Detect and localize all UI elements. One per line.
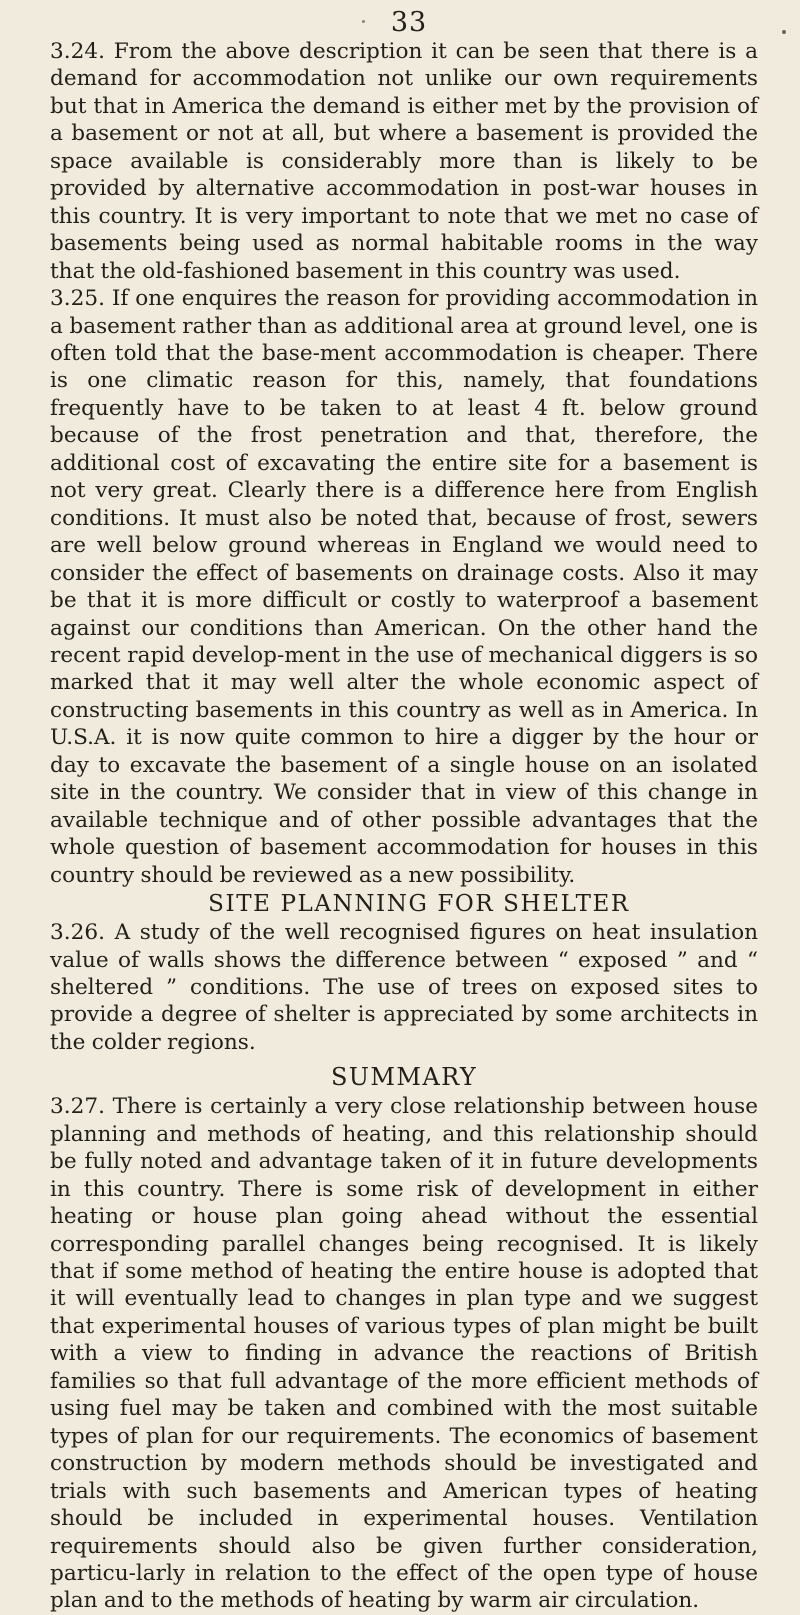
paper-speck bbox=[782, 30, 786, 34]
paragraph-3-24: 3.24. From the above description it can be seen that there is a demand for accommodation not unlike our own requirements but that in America the demand is either met by the provision of a basement or not at all, but where a basement is provided the space available is considerably more than is likely to be provided by alternative accommodation in post-war houses in this country. It is very important to note that we met no case of basements being used as normal habitable rooms in the way that the old-fashioned basement in this country was used. bbox=[50, 39, 758, 284]
paragraph-3-26: 3.26. A study of the well recognised figures on heat insulation value of walls shows the difference between “ exposed ” and “ sheltered ” conditions. The use of trees on exposed sites to provide a degree of shelter is appreciated by some architects in the colder regions. bbox=[50, 920, 758, 1055]
paragraph-3-25: 3.25. If one enquires the reason for providing accommodation in a basement rather than as additional area at ground level, one is often told that the base-ment accommodation is cheaper. There is one climatic reason for this, namely, that foundations frequently have to be taken to at least 4 ft. below ground because of the frost penetration and that, therefore, the additional cost of excavating the entire site for a basement is not very great. Clearly there is a difference here from English conditions. It must also be noted that, because of frost, sewers are well below ground whereas in England we would need to consider the effect of basements on drainage costs. Also it may be that it is more difficult or costly to waterproof a basement against our conditions than American. On the other hand the recent rapid develop-ment in the use of mechanical diggers is so marked that it may well alter the whole economic aspect of constructing basements in this country as well as in America. In U.S.A. it is now quite common to hire a digger by the hour or day to excavate the basement of a single house on an isolated site in the country. We consider that in view of this change in available technique and of other possible advantages that the whole question of basement accommodation for houses in this country should be reviewed as a new possibility. bbox=[50, 286, 758, 888]
section-heading-site-planning: SITE PLANNING FOR SHELTER bbox=[208, 891, 630, 918]
paper-speck bbox=[362, 20, 365, 23]
paragraph-3-27: 3.27. There is certainly a very close relationship between house planning and methods of heating, and this relationship should be fully noted and advantage taken of it in future developments in this country. There is some risk of development in either heating or house plan going ahead without the essential corresponding parallel changes being recognised. It is likely that if some method of heating the entire house is adopted that it will eventually lead to changes in plan type and we suggest that experimental houses of various types of plan might be built with a view to finding in advance the reactions of British families so that full advantage of the more efficient methods of using fuel may be taken and combined with the most suitable types of plan for our requirements. The economics of basement construction by modern methods should be investigated and trials with such basements and American types of heating should be included in experimental houses. Ventilation requirements should also be given further consideration, particu-larly in relation to the effect of the open type of house plan and to the methods of heating by warm air circulation. bbox=[50, 1094, 758, 1614]
page-number: 33 bbox=[390, 7, 428, 38]
section-heading-summary: SUMMARY bbox=[330, 1063, 478, 1092]
